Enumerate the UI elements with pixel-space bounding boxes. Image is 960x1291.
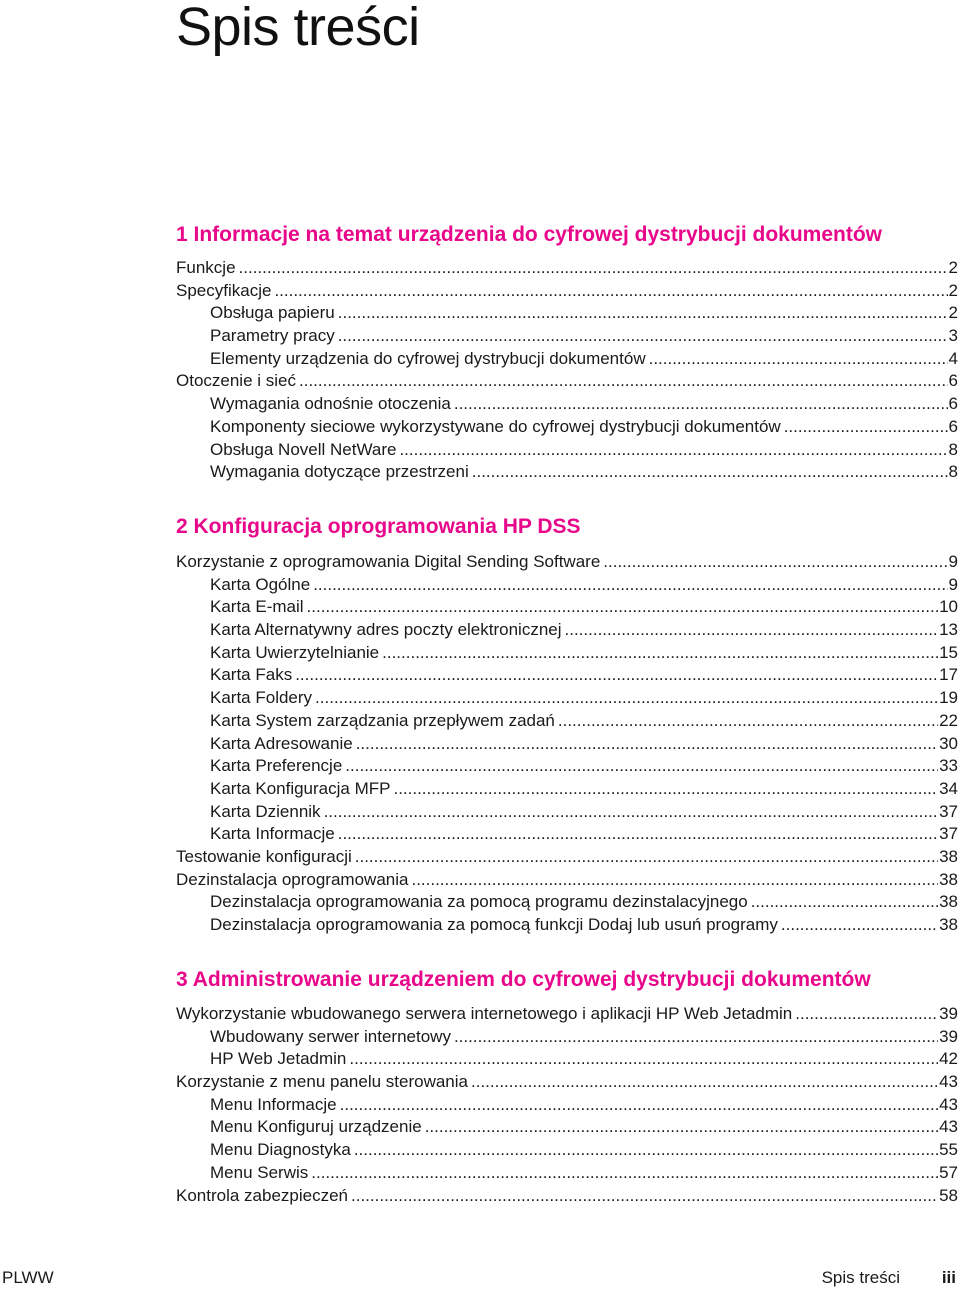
dot-leader (307, 596, 939, 619)
dot-leader (603, 551, 947, 574)
toc-entry-page: 30 (939, 733, 958, 753)
toc-entry-page: 8 (948, 462, 958, 482)
dot-leader (751, 891, 938, 914)
toc-entry[interactable] (176, 302, 958, 325)
toc-entry-label: Karta Dziennik (210, 801, 321, 821)
toc-entry[interactable] (176, 348, 958, 371)
dot-leader (472, 461, 948, 484)
toc-entry-label: Testowanie konfiguracji (176, 846, 352, 866)
toc-entry-page: 19 (939, 688, 958, 708)
toc-entry-label: Otoczenie i sieć (176, 371, 296, 391)
toc-entry[interactable] (176, 596, 958, 619)
toc-entry[interactable] (176, 439, 958, 462)
dot-leader (351, 1185, 938, 1208)
dot-leader (649, 348, 948, 371)
toc-entry[interactable] (176, 416, 958, 439)
dot-leader (354, 1139, 938, 1162)
dot-leader (338, 823, 938, 846)
toc-entry-page: 37 (939, 824, 958, 844)
dot-leader (454, 1026, 938, 1049)
chapter-heading: 1 Informacje na temat urządzenia do cyfrowej dystrybucji dokumentów (176, 223, 882, 246)
toc-entry-page: 38 (939, 869, 958, 889)
toc-entry-label: Karta Alternatywny adres poczty elektronicznej (210, 620, 562, 640)
dot-leader (311, 1162, 938, 1185)
dot-leader (315, 687, 938, 710)
dot-leader (411, 869, 938, 892)
dot-leader (274, 280, 947, 303)
toc-entry-label: Wymagania odnośnie otoczenia (210, 394, 451, 414)
toc-entry-label: Dezinstalacja oprogramowania za pomocą programu dezinstalacyjnego (210, 892, 748, 912)
toc-entry-page: 2 (948, 258, 958, 277)
toc-entry-label: Karta Preferencje (210, 756, 343, 776)
dot-leader (295, 664, 938, 687)
toc-entry-page: 43 (939, 1072, 958, 1092)
toc-entry-page: 58 (939, 1185, 958, 1205)
toc-entry[interactable] (176, 846, 958, 869)
dot-leader (558, 710, 938, 733)
dot-leader (781, 914, 938, 937)
dot-leader (239, 257, 948, 280)
footer-doc-code: PLWW (2, 1268, 54, 1287)
toc-entry[interactable] (176, 1026, 958, 1049)
dot-leader (355, 846, 938, 869)
toc-entry-label: Karta Foldery (210, 688, 313, 708)
dot-leader (454, 393, 948, 416)
dot-leader (382, 642, 938, 665)
toc-entry[interactable] (176, 1094, 958, 1117)
dot-leader (349, 1048, 938, 1071)
toc-entries (176, 551, 958, 937)
toc-entry[interactable] (176, 869, 958, 892)
toc-entry-label: Karta System zarządzania przepływem zadań (210, 710, 555, 730)
toc-entry-label: Dezinstalacja oprogramowania za pomocą funkcji Dodaj lub usuń programy (210, 915, 778, 934)
toc-entry[interactable] (176, 642, 958, 665)
toc-entry-page: 3 (948, 326, 958, 346)
toc-entry-label: Menu Diagnostyka (210, 1140, 351, 1160)
toc-entry-page: 13 (939, 620, 958, 640)
toc-entry-label: Komponenty sieciowe wykorzystywane do cyfrowej dystrybucji dokumentów (210, 416, 781, 436)
toc-entry-label: Karta Ogólne (210, 574, 311, 594)
dot-leader (324, 801, 939, 824)
toc-entry-page: 2 (948, 280, 958, 300)
toc-entry-label: Korzystanie z menu panelu sterowania (176, 1072, 468, 1092)
toc-entry[interactable] (176, 574, 958, 597)
toc-entry[interactable] (176, 1162, 958, 1185)
toc-entry[interactable] (176, 551, 958, 574)
toc-entry[interactable] (176, 891, 958, 914)
toc-entry[interactable] (176, 325, 958, 348)
footer-page-number: iii (941, 1268, 956, 1287)
toc-entries (176, 257, 958, 484)
dot-leader (784, 416, 948, 439)
toc-entry-label: Funkcje (176, 258, 236, 277)
toc-entry-label: Obsługa papieru (210, 303, 335, 323)
dot-leader (399, 439, 947, 462)
dot-leader (313, 574, 947, 597)
dot-leader (795, 1003, 938, 1026)
toc-entry[interactable] (176, 393, 958, 416)
toc-entry-page: 37 (939, 801, 958, 821)
toc-entry-page: 55 (939, 1140, 958, 1160)
toc-entry-page: 9 (948, 552, 958, 571)
toc-entry-label: Specyfikacje (176, 280, 272, 300)
toc-entry-page: 38 (939, 846, 958, 866)
toc-entries (176, 1003, 958, 1207)
toc-entry[interactable] (176, 755, 958, 778)
toc-entry-page: 34 (939, 778, 958, 798)
toc-entry-page: 17 (939, 665, 958, 685)
toc-entry-page: 43 (939, 1094, 958, 1114)
toc-entry-page: 6 (948, 416, 958, 436)
toc-entry-page: 8 (948, 439, 958, 459)
toc-entry[interactable] (176, 619, 958, 642)
toc-entry-label: Korzystanie z oprogramowania Digital Sending Software (176, 552, 601, 571)
toc-entry-label: Menu Informacje (210, 1094, 337, 1114)
toc-entry-label: Dezinstalacja oprogramowania (176, 869, 409, 889)
page-title: Spis treści (176, 0, 420, 57)
toc-entry-page: 6 (948, 394, 958, 414)
toc-entry-page: 39 (939, 1004, 958, 1023)
toc-entry-label: Elementy urządzenia do cyfrowej dystrybucji dokumentów (210, 348, 646, 368)
dot-leader (299, 370, 948, 393)
toc-entry-page: 2 (948, 303, 958, 323)
toc-entry[interactable] (176, 778, 958, 801)
toc-entry[interactable] (176, 664, 958, 687)
toc-entry-page: 22 (939, 710, 958, 730)
toc-entry-label: Karta Informacje (210, 824, 335, 844)
toc-entry-label: Karta Konfiguracja MFP (210, 778, 391, 798)
toc-entry-label: Karta E-mail (210, 597, 304, 617)
chapter-heading: 3 Administrowanie urządzeniem do cyfrowej dystrybucji dokumentów (176, 968, 871, 991)
toc-entry[interactable] (176, 1116, 958, 1139)
toc-entry-label: Menu Serwis (210, 1162, 309, 1182)
chapter-heading: 2 Konfiguracja oprogramowania HP DSS (176, 515, 581, 538)
toc-entry-label: Karta Uwierzytelnianie (210, 642, 380, 662)
toc-entry[interactable] (176, 801, 958, 824)
toc-entry-page: 39 (939, 1026, 958, 1046)
toc-entry[interactable] (176, 257, 958, 280)
dot-leader (565, 619, 939, 642)
toc-entry[interactable] (176, 914, 958, 937)
toc-entry-label: HP Web Jetadmin (210, 1049, 347, 1069)
toc-entry-page: 4 (948, 348, 958, 368)
dot-leader (356, 733, 938, 756)
toc-entry-page: 57 (939, 1162, 958, 1182)
toc-entry-label: Karta Adresowanie (210, 733, 353, 753)
toc-entry[interactable] (176, 733, 958, 756)
toc-entry-label: Wykorzystanie wbudowanego serwera internetowego i aplikacji HP Web Jetadmin (176, 1004, 793, 1023)
toc-entry-page: 38 (939, 915, 958, 934)
toc-entry-page: 33 (939, 756, 958, 776)
toc-entry[interactable] (176, 1003, 958, 1026)
toc-entry-page: 10 (939, 597, 958, 617)
toc-entry[interactable] (176, 1139, 958, 1162)
toc-entry-label: Parametry pracy (210, 326, 335, 346)
toc-entry-page: 43 (939, 1117, 958, 1137)
toc-entry[interactable] (176, 461, 958, 484)
toc-entry-label: Kontrola zabezpieczeń (176, 1185, 349, 1205)
toc-entry[interactable] (176, 280, 958, 303)
toc-entry[interactable] (176, 1048, 958, 1071)
toc-entry-page: 9 (948, 574, 958, 594)
dot-leader (345, 755, 938, 778)
dot-leader (338, 325, 948, 348)
dot-leader (471, 1071, 938, 1094)
toc-entry[interactable] (176, 1185, 958, 1208)
toc-entry[interactable] (176, 687, 958, 710)
footer-section-title: Spis treści (821, 1268, 900, 1287)
dot-leader (338, 302, 948, 325)
page-footer (0, 1265, 960, 1291)
dot-leader (425, 1116, 938, 1139)
toc-entry-label: Obsługa Novell NetWare (210, 439, 397, 459)
toc-entry-page: 38 (939, 892, 958, 912)
toc-entry-page: 6 (948, 371, 958, 391)
toc-entry[interactable] (176, 370, 958, 393)
toc-entry-label: Karta Faks (210, 665, 293, 685)
toc-entry-label: Menu Konfiguruj urządzenie (210, 1117, 422, 1137)
dot-leader (340, 1094, 938, 1117)
toc-entry-page: 42 (939, 1049, 958, 1069)
toc-entry[interactable] (176, 710, 958, 733)
toc-entry-label: Wymagania dotyczące przestrzeni (210, 462, 469, 482)
toc-entry-page: 15 (939, 642, 958, 662)
toc-entry[interactable] (176, 823, 958, 846)
toc-entry[interactable] (176, 1071, 958, 1094)
toc-entry-label: Wbudowany serwer internetowy (210, 1026, 451, 1046)
dot-leader (393, 778, 938, 801)
